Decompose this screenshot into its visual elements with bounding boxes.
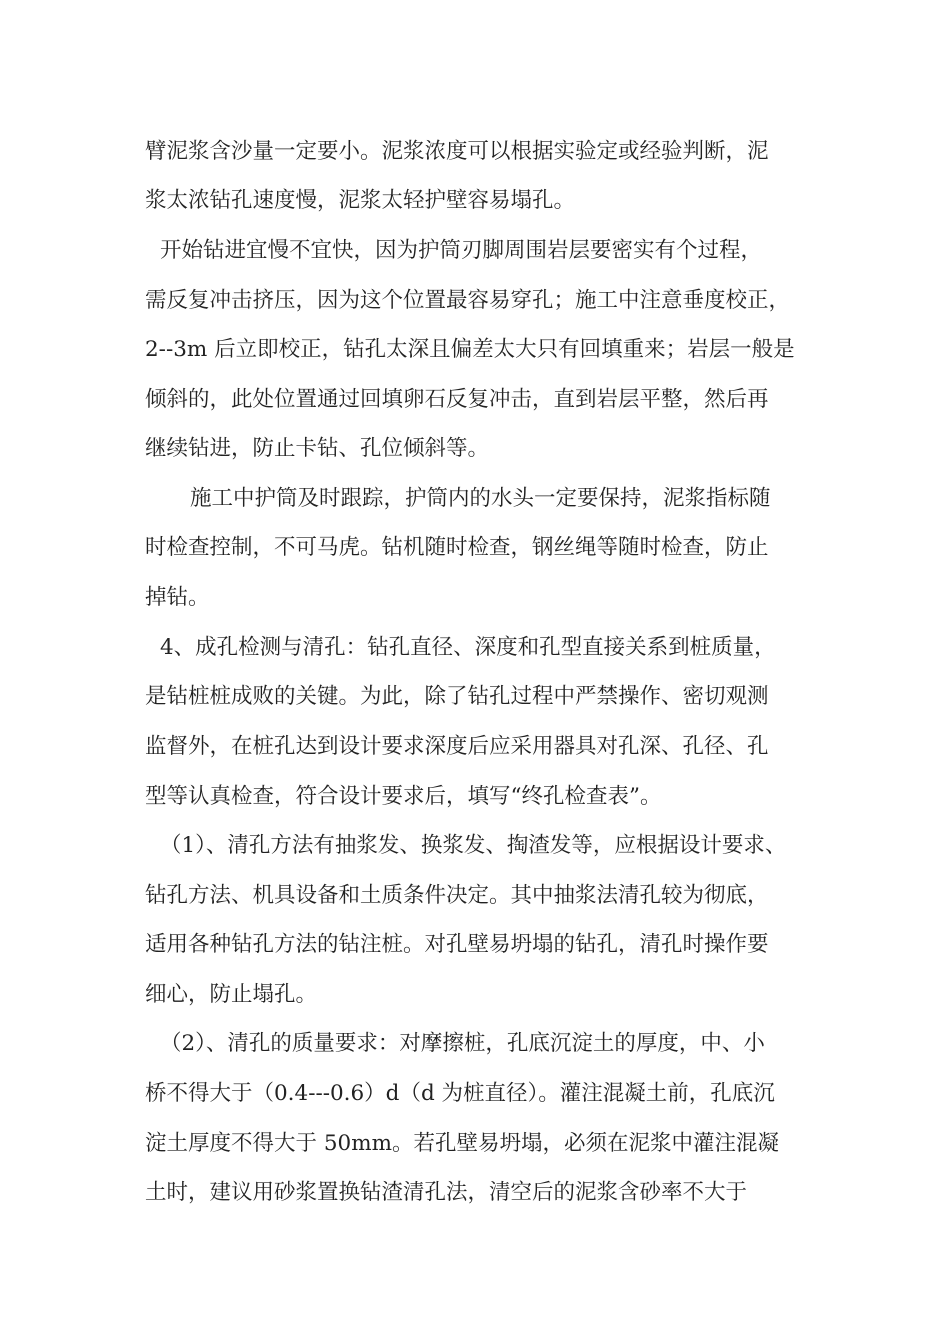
- text-line: 施工中护筒及时跟踪，护筒内的水头一定要保持，泥浆指标随: [190, 486, 771, 511]
- text-line: 4、成孔检测与清孔：钻孔直径、深度和孔型直接关系到桩质量，: [160, 635, 776, 660]
- text-line: 淀土厚度不得大于 50mm。若孔壁易坍塌，必须在泥浆中灌注混凝: [145, 1131, 779, 1156]
- text-line: 细心，防止塌孔。: [145, 982, 318, 1007]
- text-line: 钻孔方法、机具设备和土质条件决定。其中抽浆法清孔较为彻底，: [145, 883, 769, 908]
- text-line: 是钻桩桩成败的关键。为此，除了钻孔过程中严禁操作、密切观测: [145, 684, 769, 709]
- text-line: （1）、清孔方法有抽浆发、换浆发、掏渣发等，应根据设计要求、: [160, 833, 787, 858]
- text-line: 掉钻。: [145, 585, 210, 610]
- text-line: 浆太浓钻孔速度慢，泥浆太轻护壁容易塌孔。: [145, 188, 576, 213]
- text-line: 倾斜的，此处位置通过回填卵石反复冲击，直到岩层平整，然后再: [145, 387, 769, 412]
- text-line: 监督外，在桩孔达到设计要求深度后应采用器具对孔深、孔径、孔: [145, 734, 769, 759]
- text-line: 2--3m 后立即校正，钻孔太深且偏差太大只有回填重来；岩层一般是: [145, 337, 795, 362]
- text-line: 适用各种钻孔方法的钻注桩。对孔壁易坍塌的钻孔，清孔时操作要: [145, 932, 769, 957]
- text-line: 开始钻进宜慢不宜快，因为护筒刃脚周围岩层要密实有个过程，: [160, 238, 763, 263]
- text-line: 型等认真检查，符合设计要求后，填写“终孔检查表”。: [145, 784, 662, 809]
- text-line: 桥不得大于（0.4---0.6）d（d 为桩直径）。灌注混凝土前，孔底沉: [145, 1081, 775, 1106]
- text-line: 土时，建议用砂浆置换钻渣清孔法，清空后的泥浆含砂率不大于: [145, 1180, 748, 1205]
- text-line: （2）、清孔的质量要求：对摩擦桩，孔底沉淀土的厚度，中、小: [160, 1031, 765, 1056]
- text-line: 继续钻进，防止卡钻、孔位倾斜等。: [145, 436, 490, 461]
- text-line: 需反复冲击挤压，因为这个位置最容易穿孔；施工中注意垂度校正，: [145, 288, 791, 313]
- text-line: 臂泥浆含沙量一定要小。泥浆浓度可以根据实验定或经验判断，泥: [145, 139, 769, 164]
- text-line: 时检查控制，不可马虎。钻机随时检查，钢丝绳等随时检查，防止: [145, 535, 769, 560]
